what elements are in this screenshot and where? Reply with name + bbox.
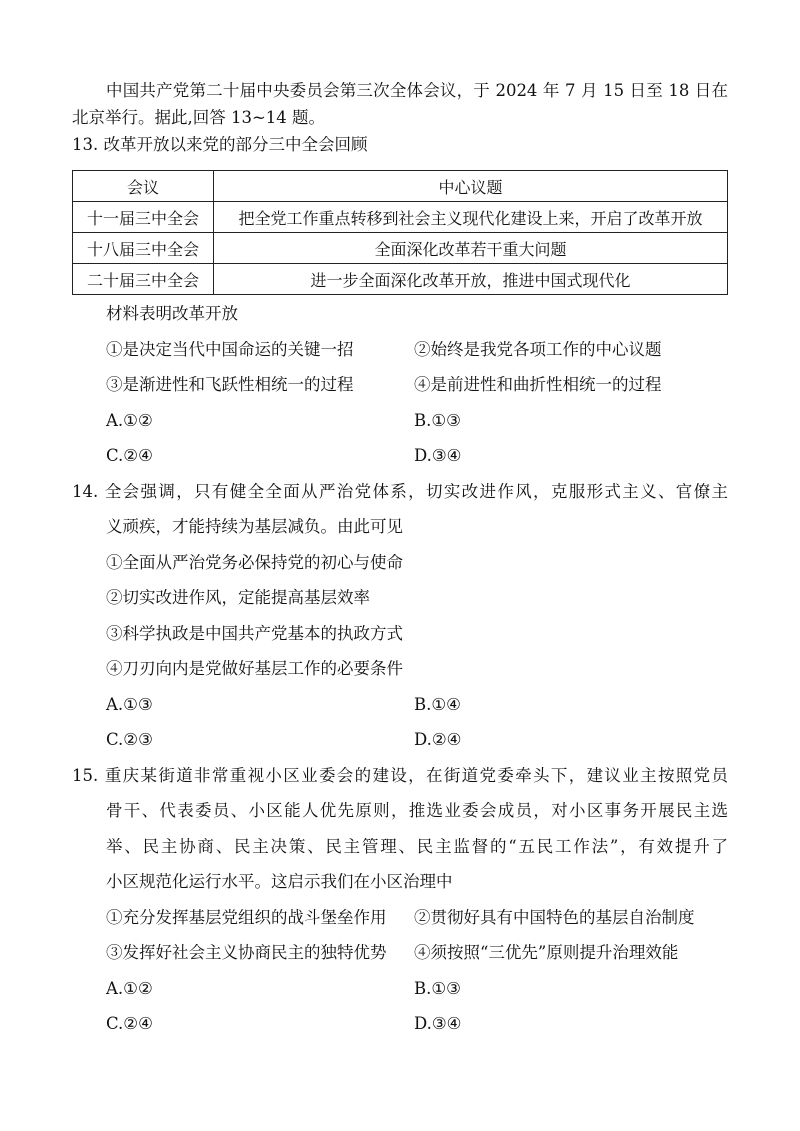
q14-item-1: ①全面从严治党务必保持党的初心与使命: [106, 553, 403, 572]
q14-option-d: D.②④: [414, 730, 462, 749]
q15-option-b: B.①③: [414, 979, 461, 998]
q15-stem-line-3: 举、民主协商、民主决策、民主管理、民主监督的“五民工作法”，有效提升了: [106, 837, 728, 856]
table-row: [73, 233, 728, 264]
q13-item-4: ④是前进性和曲折性相统一的过程: [414, 375, 662, 394]
q14-option-c: C.②③: [106, 730, 153, 749]
q14-item-4: ④刀刃向内是党做好基层工作的必要条件: [106, 659, 403, 678]
q14-option-b: B.①④: [414, 695, 461, 714]
table-cell: 十一届三中全会: [73, 202, 214, 233]
q13-item-1: ①是决定当代中国命运的关键一招: [106, 340, 354, 359]
q15-option-d: D.③④: [414, 1014, 462, 1033]
table-header: 中心议题: [214, 171, 728, 202]
q13-stem: 13. 改革开放以来党的部分三中全会回顾: [72, 135, 368, 154]
table-cell: 二十届三中全会: [73, 264, 214, 295]
q14-stem-line-1: 14. 全会强调，只有健全全面从严治党体系，切实改进作风，克服形式主义、官僚主: [72, 482, 728, 501]
table-row: [73, 264, 728, 295]
q15-item-2: ②贯彻好具有中国特色的基层自治制度: [414, 908, 695, 927]
table-row: [73, 202, 728, 233]
q15-stem-line-2: 骨干、代表委员、小区能人优先原则，推选业委会成员，对小区事务开展民主选: [106, 801, 728, 820]
q14-item-3: ③科学执政是中国共产党基本的执政方式: [106, 624, 403, 643]
q13-option-d: D.③④: [414, 446, 462, 465]
q13-table: [72, 170, 728, 295]
table-cell: 十八届三中全会: [73, 233, 214, 264]
q13-item-3: ③是渐进性和飞跃性相统一的过程: [106, 375, 354, 394]
q14-item-2: ②切实改进作风，定能提高基层效率: [106, 588, 370, 607]
intro-line-1: 中国共产党第二十届中央委员会第三次全体会议，于 2024 年 7 月 15 日至 18 日在: [106, 81, 728, 100]
q14-stem-line-2: 义顽疾，才能持续为基层减负。由此可见: [106, 517, 403, 536]
q13-option-b: B.①③: [414, 411, 461, 430]
table-cell: 把全党工作重点转移到社会主义现代化建设上来，开启了改革开放: [214, 202, 728, 233]
intro-line-2: 北京举行。据此,回答 13~14 题。: [72, 108, 326, 127]
table-cell: 进一步全面深化改革开放，推进中国式现代化: [214, 264, 728, 295]
q15-item-4: ④须按照“三优先”原则提升治理效能: [414, 943, 679, 962]
q15-item-3: ③发挥好社会主义协商民主的独特优势: [106, 943, 387, 962]
q15-stem-line-1: 15. 重庆某街道非常重视小区业委会的建设，在街道党委牵头下，建议业主按照党员: [72, 766, 728, 785]
q15-option-c: C.②④: [106, 1014, 153, 1033]
q14-option-a: A.①③: [106, 695, 153, 714]
q13-option-a: A.①②: [106, 411, 153, 430]
table-header-row: [73, 171, 728, 202]
q13-option-c: C.②④: [106, 446, 153, 465]
table-header: 会议: [73, 171, 214, 202]
q15-item-1: ①充分发挥基层党组织的战斗堡垒作用: [106, 908, 387, 927]
q13-item-2: ②始终是我党各项工作的中心议题: [414, 340, 662, 359]
q15-stem-line-4: 小区规范化运行水平。这启示我们在小区治理中: [106, 872, 453, 891]
table-cell: 全面深化改革若干重大问题: [214, 233, 728, 264]
q13-lead: 材料表明改革开放: [106, 304, 238, 323]
q15-option-a: A.①②: [106, 979, 153, 998]
